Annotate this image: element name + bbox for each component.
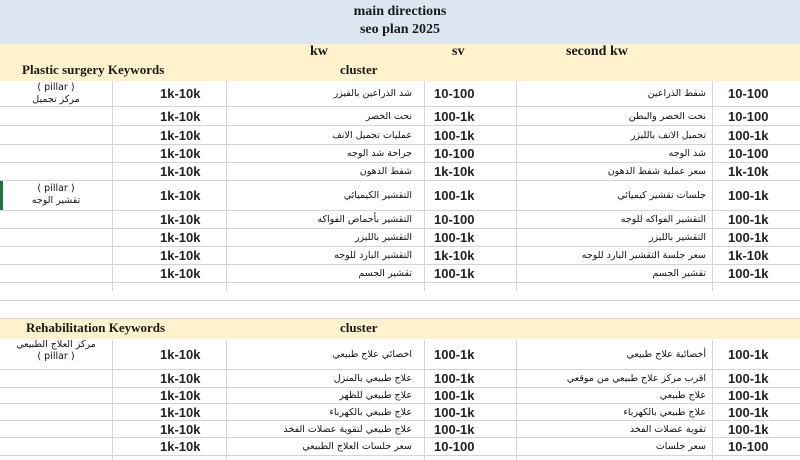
second-kw-cell: جلسات تقشير كيميائي — [617, 190, 706, 201]
second-kw-cell: اقرب مركز علاج طبيعي من موقعي — [566, 373, 706, 384]
sv-cell: 1k-10k — [160, 404, 201, 420]
kw-cell: علاج طبيعي بالكهرباء — [329, 406, 412, 418]
sv2-cell: 100-1k — [434, 371, 475, 386]
sv-cell: 1k-10k — [160, 86, 201, 101]
sv-cell: 1k-10k — [160, 146, 201, 161]
sv2-cell: 100-1k — [434, 346, 475, 362]
sv3-cell: 100-1k — [728, 212, 769, 227]
table-row — [0, 438, 800, 456]
sv-cell: 1k-10k — [160, 248, 201, 263]
sv-cell: 1k-10k — [160, 439, 201, 454]
table-row — [0, 404, 800, 421]
sv2-cell: 10-100 — [434, 439, 475, 454]
second-kw-cell: سعر جلسة التقشير البارد للوجه — [581, 250, 706, 261]
sv3-cell: 100-1k — [728, 346, 769, 362]
table-row — [0, 265, 800, 283]
table-row — [0, 181, 800, 211]
sv2-cell: 100-1k — [434, 404, 475, 420]
sv2-cell: 100-1k — [434, 266, 475, 281]
sv3-cell: 100-1k — [728, 371, 769, 386]
sv-cell: 1k-10k — [160, 388, 201, 403]
table-row — [0, 211, 800, 229]
table-row — [0, 229, 800, 247]
header-kw: kw — [310, 44, 328, 59]
sv-cell: 1k-10k — [160, 371, 201, 386]
table-row — [0, 126, 800, 145]
kw-cell: التقشير بالليزر — [354, 232, 412, 243]
sv3-cell: 100-1k — [728, 404, 769, 420]
sv3-cell: 100-1k — [728, 421, 769, 437]
sv-cell: 1k-10k — [160, 230, 201, 245]
sv3-cell: 10-100 — [728, 146, 769, 161]
kw-cell: جراحة شد الوجه — [346, 148, 412, 159]
second-kw-cell: تقشير الجسم — [652, 268, 706, 279]
empty-row — [0, 301, 800, 319]
table-row — [0, 421, 800, 438]
sv2-cell: 10-100 — [434, 86, 475, 101]
table-row — [0, 388, 800, 404]
section-title: Plastic surgery Keywords — [22, 62, 165, 77]
kw-cell: عمليات تجميل الانف — [332, 129, 412, 141]
header-sv: sv — [452, 44, 465, 59]
sv-cell: 1k-10k — [160, 188, 201, 203]
sv2-cell: 100-1k — [434, 108, 475, 124]
sv-cell: 1k-10k — [160, 164, 201, 179]
table-row — [0, 107, 800, 126]
kw-cell: اخصائي علاج طبيعي — [332, 348, 412, 360]
kw-cell: تقشير الجسم — [358, 268, 412, 279]
second-kw-cell: علاج طبيعي بالكهرباء — [623, 406, 706, 418]
sv-cell: 1k-10k — [160, 421, 201, 437]
sheet-title: main directions — [353, 4, 447, 19]
section-header-plastic — [0, 61, 800, 81]
section-cluster-label: cluster — [340, 320, 378, 335]
sv3-cell: 100-1k — [728, 230, 769, 245]
second-kw-cell: التقشير الفواكه للوجه — [620, 214, 706, 225]
sv2-cell: 100-1k — [434, 230, 475, 245]
section-cluster-label: cluster — [340, 62, 378, 77]
sv2-cell: 100-1k — [434, 127, 475, 143]
sv2-cell: 10-100 — [434, 146, 475, 161]
sv3-cell: 10-100 — [728, 108, 769, 124]
second-kw-cell: تجميل الانف بالليزر — [630, 129, 706, 141]
second-kw-cell: شد الوجه — [668, 148, 706, 159]
sv3-cell: 1k-10k — [728, 248, 769, 263]
table-row — [0, 247, 800, 265]
sv2-cell: 100-1k — [434, 188, 475, 203]
kw-cell: التقشير بأحماض الفواكه — [317, 214, 412, 225]
sv-cell: 1k-10k — [160, 212, 201, 227]
sv-cell: 1k-10k — [160, 127, 201, 143]
kw-cell: علاج طبيعي للظهر — [339, 390, 412, 401]
pillar-cell: ( pillar ) تقشير الوجه — [31, 183, 81, 206]
section-header-rehab — [0, 319, 800, 339]
sv3-cell: 10-100 — [728, 86, 769, 101]
section-title: Rehabilitation Keywords — [26, 320, 166, 335]
sv3-cell: 100-1k — [728, 188, 769, 203]
second-kw-cell: التقشير بالليزر — [648, 232, 706, 243]
table-row — [0, 370, 800, 388]
kw-cell: التقشير البارد للوجه — [334, 250, 412, 261]
sv2-cell: 1k-10k — [434, 164, 475, 179]
second-kw-cell: أخصائية علاج طبيعي — [626, 348, 706, 360]
sv2-cell: 100-1k — [434, 421, 475, 437]
kw-cell: علاج طبيعي بالمنزل — [333, 373, 412, 384]
kw-cell: سعر جلسات العلاج الطبيعي — [302, 441, 412, 452]
table-row — [0, 81, 800, 107]
table-row — [0, 339, 800, 370]
column-header-band — [0, 44, 800, 61]
pillar-cell: ( pillar ) مركز تجميل — [32, 82, 80, 105]
header-second-kw: second kw — [566, 44, 628, 59]
sv3-cell: 10-100 — [728, 439, 769, 454]
sv3-cell: 1k-10k — [728, 164, 769, 179]
sv2-cell: 10-100 — [434, 212, 475, 227]
kw-cell: شد الذراعين بالفيزر — [333, 88, 412, 99]
sv-cell: 1k-10k — [160, 346, 201, 362]
empty-row — [0, 283, 800, 301]
sv2-cell: 1k-10k — [434, 248, 475, 263]
sv-cell: 1k-10k — [160, 266, 201, 281]
sv3-cell: 100-1k — [728, 266, 769, 281]
sv3-cell: 100-1k — [728, 388, 769, 403]
pillar-cell: مركز العلاج الطبيعي ( pillar ) — [16, 339, 96, 362]
second-kw-cell: سعر جلسات — [655, 441, 706, 452]
second-kw-cell: نحت الخصر والبطن — [628, 110, 706, 122]
second-kw-cell: شفط الذراعين — [647, 88, 706, 99]
kw-cell: التقشير الكيميائي — [343, 190, 412, 201]
kw-cell: نحت الخصر — [365, 110, 412, 122]
second-kw-cell: علاج طبيعي — [659, 390, 706, 401]
sheet-subtitle: seo plan 2025 — [359, 22, 441, 37]
second-kw-cell: سعر عملية شفط الدهون — [607, 166, 706, 177]
kw-cell: شفط الدهون — [359, 166, 412, 177]
second-kw-cell: تقوية عضلات الفخذ — [629, 423, 706, 435]
kw-cell: علاج طبيعي لتقوية عضلات الفخذ — [283, 423, 412, 435]
sv3-cell: 100-1k — [728, 127, 769, 143]
table-row — [0, 145, 800, 163]
sv-cell: 1k-10k — [160, 108, 201, 124]
sv2-cell: 100-1k — [434, 388, 475, 403]
table-row — [0, 163, 800, 181]
